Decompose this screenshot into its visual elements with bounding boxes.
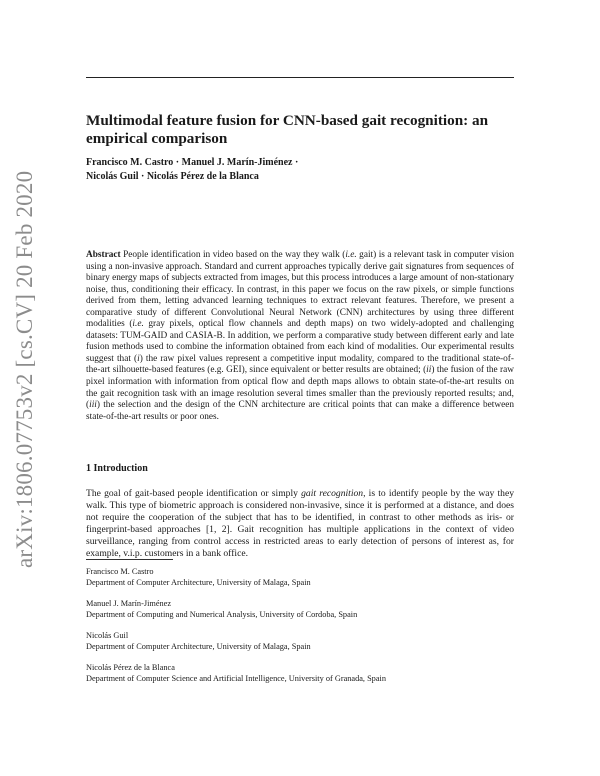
affiliation-department: Department of Computer Science and Artificial Intelligence, University of Granada, Spain [86,673,386,683]
affiliation-name: Manuel J. Marín-Jiménez [86,598,172,608]
abstract [86,250,514,423]
affiliation-item [86,631,514,653]
intro-emphasis: gait recognition [301,488,364,499]
abstract-ie: i.e. [132,319,144,330]
section-heading-introduction: 1 Introduction [86,463,148,474]
author-line-1: Francisco M. Castro · Manuel J. Marín-Jiménez · [86,157,299,168]
abstract-text: gray pixels, optical flow channels and depth maps) on two widely-adopted and challenging datasets: TUM-GAID and CASIA-B. In addition, we perform a comparative study between different early and late fusion methods used to combine the information obtained from each kind of modalities. Our experimental results suggest that ( [86,319,514,364]
intro-text: The goal of gait-based people identification or simply [86,488,302,499]
affiliation-department: Department of Computing and Numerical Analysis, University of Cordoba, Spain [86,609,358,619]
abstract-ie: i.e. [345,250,357,260]
abstract-label: Abstract [86,250,121,260]
affiliation-name: Nicolás Pérez de la Blanca [86,662,175,672]
affiliation-department: Department of Computer Architecture, University of Malaga, Spain [86,577,311,587]
abstract-text: ) the selection and the design of the CNN architecture are critical points that can make a difference between state-of-the-art results or poor ones. [86,400,514,422]
affiliation-item [86,599,514,621]
abstract-text: People identification in video based on the way they walk ( [120,250,346,260]
author-list [86,156,514,183]
introduction-paragraph [86,488,514,561]
footnote-rule [86,559,173,560]
top-rule [86,77,514,78]
author-line-2: Nicolás Guil · Nicolás Pérez de la Blanca [86,170,259,182]
affiliation-name: Nicolás Guil [86,630,129,640]
affiliation-department: Department of Computer Architecture, University of Malaga, Spain [86,641,311,651]
intro-text: , is to identify people by the way they walk. This type of biometric approach is considered non-invasive, since it is performed at a distance, and does not require the cooperation of the subject that has to be identified, in contrast to other methods as iris- or fingerprint-based approaches [1, 2]. Gait recognition has multiple applications in the context of video surveillance, ranging from control access in restricted areas to early detection of persons of interest as, for example, v.i.p. customers in a bank office. [86,488,514,560]
abstract-roman-numeral: iii [89,400,97,411]
paper-title: Multimodal feature fusion for CNN-based gait recognition: an empirical comparison [86,112,489,147]
affiliation-name: Francisco M. Castro [86,567,154,576]
abstract-text: gait) is a relevant task in computer vision using a non-invasive approach. Standard and current approaches typically derive gait signatures from sequences of binary energy maps of subjects extracted from images, but this process introduces a large amount of non-stationary noise, thus, conditioning their efficacy. In contrast, in this paper we focus on the raw pixels, or simple functions derived from them, letting advanced learning techniques to extract relevant features. Therefore, we present a comparative study of different Convolutional Neural Network (CNN) architectures by using three different modalities ( [86,250,514,330]
abstract-roman-numeral: i [137,353,140,364]
arxiv-identifier: arXiv:1806.07753v2 [cs.CV] 20 Feb 2020 [12,170,37,568]
affiliation-list [86,567,514,695]
abstract-text: ) the raw pixel values represent a competitive input modality, compared to the traditional state-of-the-art silhouette-based features (e.g. GEI), since equivalent or better results are obtained; ( [86,353,514,376]
abstract-text: ) the fusion of the raw pixel information with information from optical flow and depth maps allows to obtain state-of-the-art results on the gait recognition task with an image resolution several times smaller than the previously reported results; and, ( [86,365,514,411]
abstract-roman-numeral: ii [426,365,432,376]
affiliation-item [86,663,514,685]
affiliation-item [86,567,514,589]
